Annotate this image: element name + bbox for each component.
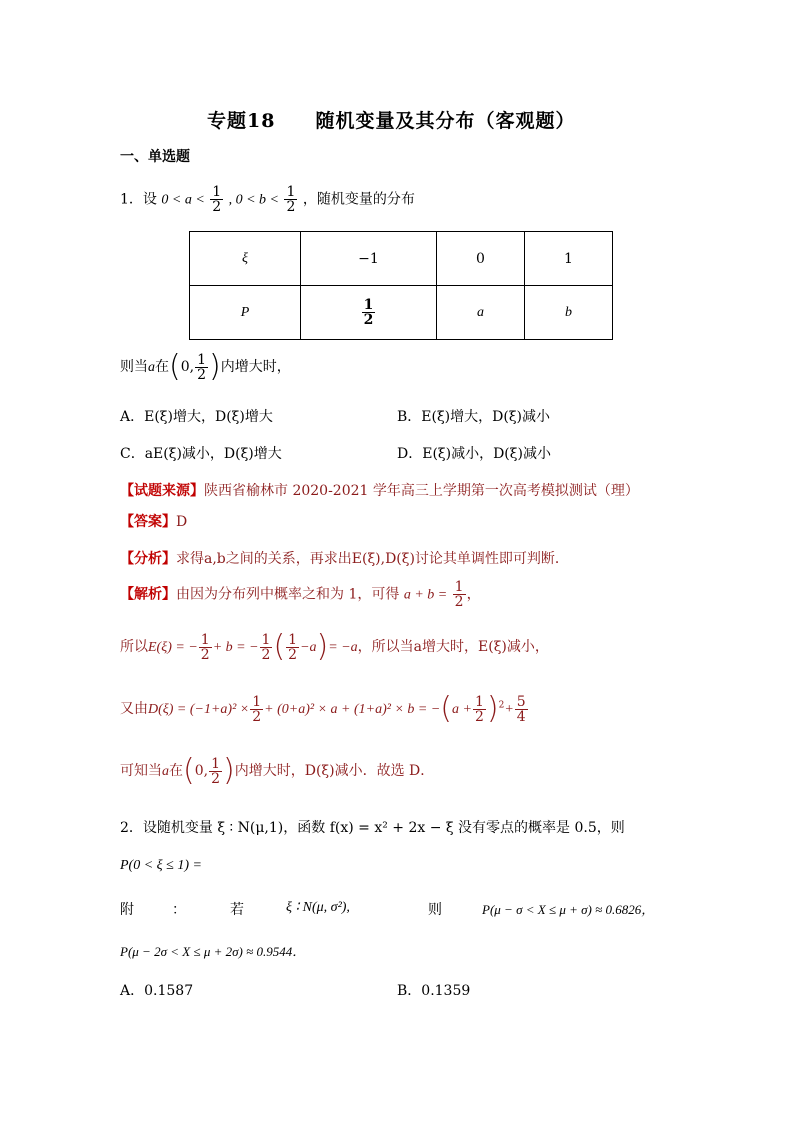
fraction: $\frac{1}{2}$: [212, 184, 222, 215]
q1-condition: 则当a在(0, $\frac{1}{2}$ )内增大时，: [120, 349, 291, 384]
table-row: [190, 286, 613, 340]
answer-line: 【答案】D: [120, 514, 188, 530]
fraction: $\frac{1}{2}$: [200, 631, 210, 663]
fraction: $\frac{1}{2}$: [363, 297, 374, 328]
fraction: $\frac{1}{2}$: [197, 351, 206, 383]
option-d: D．E(ξ)减小，D(ξ)减小: [397, 446, 551, 462]
source-line: 【试题来源】陕西省榆林市 2020-2021 学年高三上学期第一次高考模拟测试（理）: [120, 483, 639, 499]
fraction: $\frac{1}{2}$: [286, 184, 296, 215]
option-b: B．0.1359: [397, 983, 471, 999]
fraction: $\frac{1}{2}$: [454, 579, 464, 610]
distribution-table: [189, 231, 613, 340]
solution-line-3: 又由D(ξ) = (−1+a)² × $\frac{1}{2}$ + (0+a)² × a + (1+a)² × b = −(a + $\frac{1}{2}$ )$^2$+ $\frac{5}{4}$: [120, 691, 526, 726]
option-a: A．0.1587: [120, 983, 194, 999]
fraction: $\frac{1}{2}$: [252, 693, 262, 725]
table-cell: 0: [437, 232, 525, 286]
fraction: $\frac{1}{2}$: [261, 631, 271, 663]
table-cell: 1: [525, 232, 613, 286]
table-cell: −1: [301, 232, 437, 286]
solution-line-1: 【解析】由因为分布列中概率之和为 1，可得 a + b = $\frac{1}{2}$ ，: [120, 579, 481, 610]
q2-stem: 2．设随机变量 ξ ∶ N(μ,1)，函数 f(x) = x² + 2x − ξ 没有零点的概率是 0.5，则: [120, 820, 625, 836]
option-c: C．aE(ξ)减小，D(ξ)增大: [120, 446, 282, 462]
q1-number: 1．设: [120, 191, 157, 208]
table-cell: a: [437, 286, 525, 340]
fraction: $\frac{1}{2}$: [288, 631, 298, 663]
solution-line-4: 可知当a在(0, $\frac{1}{2}$ )内增大时，D(ξ)减小．故选 D．: [120, 753, 435, 788]
fraction: $\frac{1}{2}$: [211, 755, 220, 787]
solution-line-2: 所以E(ξ) = − $\frac{1}{2}$ + b = − $\frac{1}{2}$ ( $\frac{1}{2}$ −a)= −a，所以当a增大时，E(ξ)减小，: [120, 629, 549, 664]
fraction: $\frac{5}{4}$: [516, 693, 526, 725]
page-title: 专题18 随机变量及其分布（客观题）: [207, 110, 576, 132]
analysis-line: 【分析】求得a,b之间的关系，再求出E(ξ),D(ξ)讨论其单调性即可判断．: [120, 551, 569, 567]
section-heading: 一、单选题: [120, 149, 190, 165]
cond-a: 0 < a <: [161, 192, 205, 208]
cond-post: ，随机变量的分布: [302, 191, 415, 208]
table-cell: [301, 286, 437, 340]
option-b: B．E(ξ)增大，D(ξ)减小: [397, 409, 551, 425]
fraction: $\frac{1}{2}$: [474, 693, 484, 725]
table-row: [190, 232, 613, 286]
option-a: A．E(ξ)增大，D(ξ)增大: [120, 409, 273, 425]
table-cell: ξ: [190, 232, 301, 286]
table-cell: P: [190, 286, 301, 340]
q1-stem: [120, 185, 415, 214]
cond-b: , 0 < b <: [228, 192, 280, 208]
table-cell: b: [525, 286, 613, 340]
q2-line-4: P(μ − 2σ < X ≤ μ + 2σ) ≈ 0.9544．: [120, 944, 306, 959]
q2-line-2: P(0 < ξ ≤ 1) =: [120, 858, 202, 873]
